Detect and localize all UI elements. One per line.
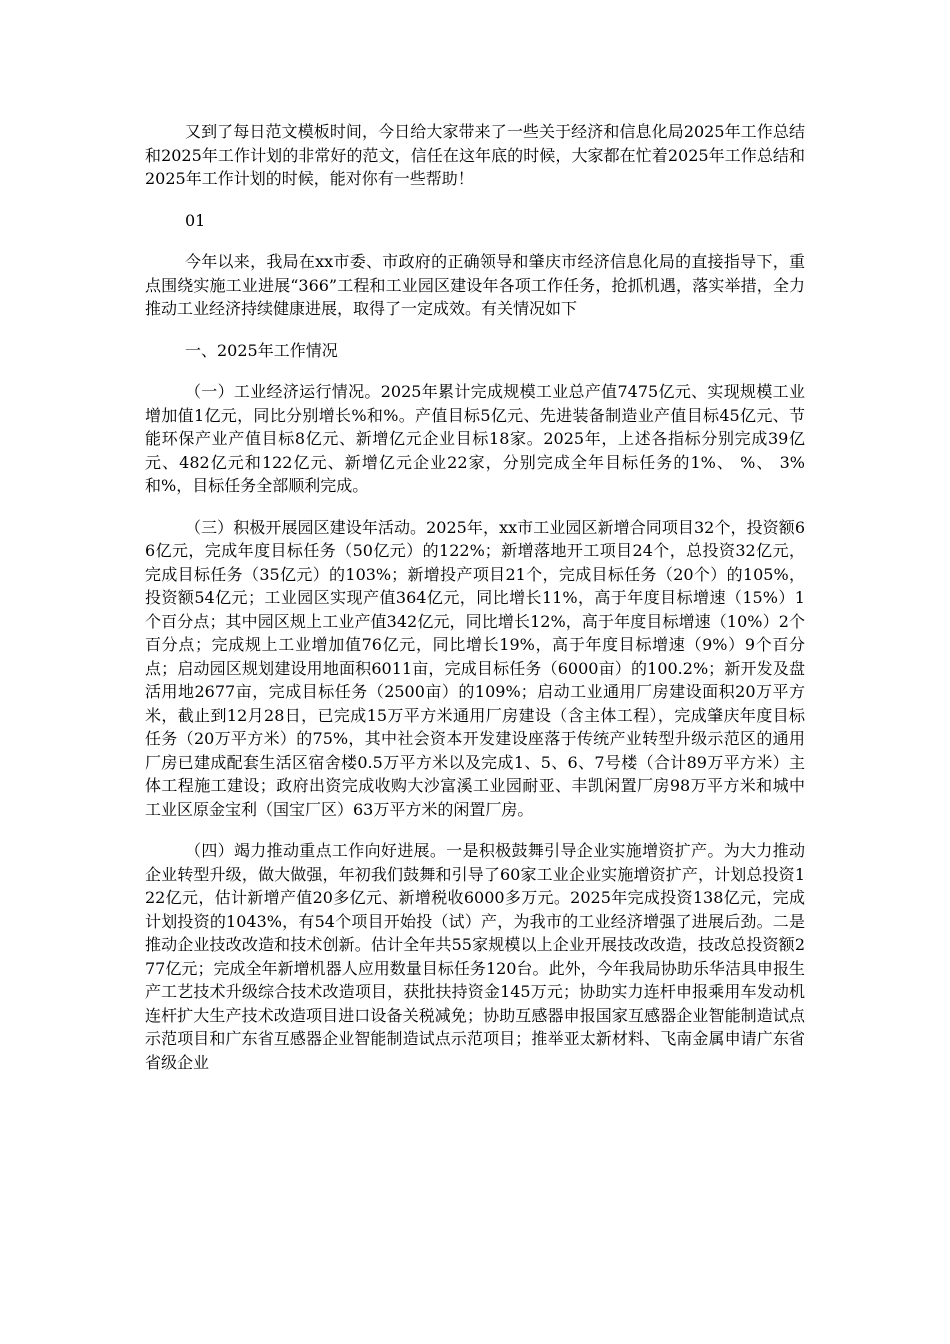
park-construction-paragraph: （三）积极开展园区建设年活动。2025年，xx市工业园区新增合同项目32个，投资额66亿元，完成年度目标任务（50亿元）的122%；新增落地开工项目24个，总投资32亿元，完成目标任务（35亿元）的103%；新增投产项目21个，完成目标任务（20个）的105%，投资额54亿元；工业园区实现产值364亿元，同比增长11%，高于年度目标增速（15%）1个百分点；其中园区规上工业产值342亿元，同比增长12%，高于年度目标增速（10%）2个百分点；完成规上工业增加值76亿元，同比增长19%，高于年度目标增速（9%）9个百分点；启动园区规划建设用地面积6011亩，完成目标任务（6000亩）的100.2%；新开发及盘活用地2677亩，完成目标任务（2500亩）的109%；启动工业通用厂房建设面积20万平方米，截止到12月28日，已完成15万平方米通用厂房建设（含主体工程），完成肇庆年度目标任务（20万平方米）的75%，其中社会资本开发建设座落于传统产业转型升级示范区的通用厂房已建成配套生活区宿舍楼0.5万平方米以及完成1、5、6、7号楼（合计89万平方米）主体工程施工建设；政府出资完成收购大沙富溪工业园耐亚、丰凯闲置厂房98万平方米和城中工业区原金宝利（国宝厂区）63万平方米的闲置厂房。 [145, 517, 805, 819]
economy-paragraph: （一）工业经济运行情况。2025年累计完成规模工业总产值7475亿元、实现规模工业增加值1亿元，同比分别增长%和%。产值目标5亿元、先进装备制造业产值目标45亿元、节能环保产业产值目标8亿元、新增亿元企业目标18家。2025年，上述各指标分别完成39亿元、482亿元和122亿元、新增亿元企业22家，分别完成全年目标任务的1%、 %、 3%和%，目标任务全部顺利完成。 [145, 382, 805, 495]
overview-paragraph: 今年以来，我局在xx市委、市政府的正确领导和肇庆市经济信息化局的直接指导下，重点围绕实施工业进展“366”工程和工业园区建设年各项工作任务，抢抓机遇，落实举措，全力推动工业经济持续健康进展，取得了一定成效。有关情况如下 [145, 252, 805, 318]
intro-paragraph: 又到了每日范文模板时间，今日给大家带来了一些关于经济和信息化局2025年工作总结和2025年工作计划的非常好的范文，信任在这年底的时候，大家都在忙着2025年工作总结和2025年工作计划的时候，能对你有一些帮助！ [145, 122, 805, 188]
document-page [145, 120, 805, 1092]
section-heading: 一、2025年工作情况 [185, 340, 338, 360]
key-work-paragraph: （四）竭力推动重点工作向好进展。一是积极鼓舞引导企业实施增资扩产。为大力推动企业转型升级，做大做强，年初我们鼓舞和引导了60家工业企业实施增资扩产，计划总投资122亿元，估计新增产值20多亿元、新增税收6000多万元。2025年完成投资138亿元，完成计划投资的1043%，有54个项目开始投（试）产，为我市的工业经济增强了进展后劲。二是推动企业技改改造和技术创新。估计全年共55家规模以上企业开展技改改造，技改总投资额277亿元；完成全年新增机器人应用数量目标任务120台。此外，今年我局协助乐华洁具申报生产工艺技术升级综合技术改造项目，获批扶持资金145万元；协助实力连杆申报乘用车发动机连杆扩大生产技术改造项目进口设备关税减免；协助互感器申报国家互感器企业智能制造试点示范项目和广东省互感器企业智能制造试点示范项目；推举亚太新材料、飞南金属申请广东省省级企业 [145, 841, 805, 1072]
section-number: 01 [185, 210, 206, 230]
